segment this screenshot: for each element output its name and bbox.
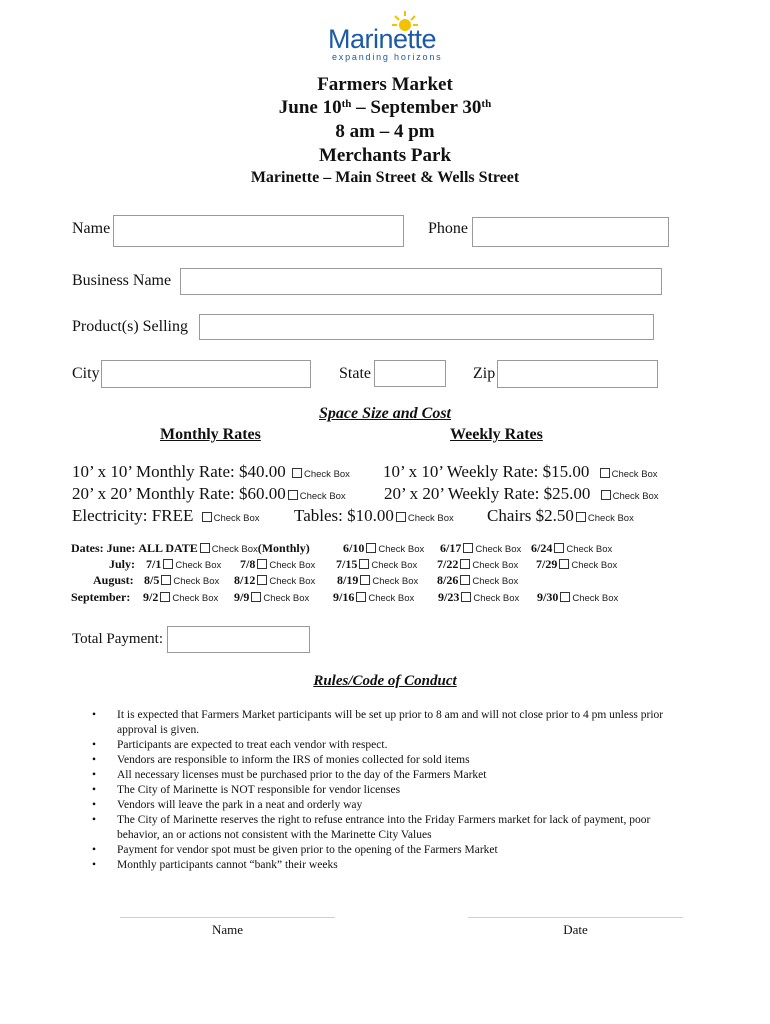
date-checkbox[interactable] bbox=[460, 575, 470, 585]
monthly-rates-title: Monthly Rates bbox=[160, 426, 261, 443]
electricity-checkbox[interactable] bbox=[202, 512, 212, 522]
market-location: Marinette – Main Street & Wells Street bbox=[250, 169, 520, 186]
date-checkbox[interactable] bbox=[257, 575, 267, 585]
date-option: 7/22 Check Box bbox=[437, 557, 519, 571]
date-checkbox[interactable] bbox=[163, 559, 173, 569]
state-label: State bbox=[339, 365, 371, 382]
phone-field[interactable] bbox=[472, 217, 669, 247]
total-payment-label: Total Payment: bbox=[72, 631, 164, 647]
monthly-20-option: 20’ x 20’ Monthly Rate: $60.00 Check Box bbox=[72, 484, 346, 503]
monthly-20-checkbox[interactable] bbox=[288, 490, 298, 500]
marinette-logo bbox=[322, 10, 447, 66]
monthly-10-option: 10’ x 10’ Monthly Rate: $40.00 Check Box bbox=[72, 462, 350, 481]
rule-item: • All necessary licenses must be purchased prior to the day of the Farmers Market bbox=[92, 769, 487, 781]
date-checkbox[interactable] bbox=[463, 543, 473, 553]
state-field[interactable] bbox=[374, 360, 446, 387]
name-field[interactable] bbox=[113, 215, 404, 247]
chairs-option: Chairs $2.50 Check Box bbox=[487, 506, 634, 525]
weekly-10-checkbox[interactable] bbox=[600, 468, 610, 478]
business-name-field[interactable] bbox=[180, 268, 662, 295]
date-checkbox[interactable] bbox=[560, 592, 570, 602]
date-option: 9/2 Check Box bbox=[143, 590, 219, 604]
rule-item: • It is expected that Farmers Market participants will be set up prior to 8 am and will not close prior to 4 pm unless prior approval is given. bbox=[92, 709, 664, 736]
date-option: 7/1 Check Box bbox=[146, 557, 222, 571]
weekly-20-checkbox[interactable] bbox=[601, 490, 611, 500]
weekly-20-option: 20’ x 20’ Weekly Rate: $25.00 Check Box bbox=[384, 484, 659, 503]
date-option: 7/29 Check Box bbox=[536, 557, 618, 571]
date-checkbox[interactable] bbox=[160, 592, 170, 602]
logo-tagline: expanding horizons bbox=[332, 52, 443, 62]
date-checkbox[interactable] bbox=[360, 575, 370, 585]
date-checkbox[interactable] bbox=[161, 575, 171, 585]
date-option: 6/24 Check Box bbox=[531, 541, 613, 555]
date-checkbox[interactable] bbox=[257, 559, 267, 569]
date-option: 8/5 Check Box bbox=[144, 573, 220, 587]
dates-row-june: Dates: June: ALL DATE Check Box(Monthly) bbox=[71, 541, 310, 555]
page-title: Farmers Market bbox=[317, 74, 453, 95]
rules-list bbox=[92, 708, 692, 873]
date-checkbox[interactable] bbox=[359, 559, 369, 569]
date-option: 8/26 Check Box bbox=[437, 573, 519, 587]
date-option: 8/12 Check Box bbox=[234, 573, 316, 587]
signature-date-label: Date bbox=[563, 922, 588, 937]
space-size-title: Space Size and Cost bbox=[318, 405, 451, 422]
date-option: 9/16 Check Box bbox=[333, 590, 415, 604]
city-field[interactable] bbox=[101, 360, 311, 388]
date-checkbox[interactable] bbox=[366, 543, 376, 553]
rule-item: • Vendors are responsible to inform the IRS of monies collected for sold items bbox=[92, 754, 470, 766]
electricity-option: Electricity: FREE Check Box bbox=[72, 506, 260, 525]
rule-item: • Participants are expected to treat each vendor with respect. bbox=[92, 739, 388, 751]
zip-label: Zip bbox=[473, 365, 496, 382]
rule-item: • The City of Marinette reserves the right to refuse entrance into the Friday Farmers market for lack of payment, poor behavior, an or actions not consistent with the Marinette City Values bbox=[92, 814, 651, 841]
monthly-10-checkbox[interactable] bbox=[292, 468, 302, 478]
city-label: City bbox=[72, 365, 100, 382]
rule-item: • Monthly participants cannot “bank” their weeks bbox=[92, 859, 338, 871]
phone-label: Phone bbox=[428, 220, 468, 237]
weekly-rates-title: Weekly Rates bbox=[450, 426, 543, 443]
chairs-checkbox[interactable] bbox=[576, 512, 586, 522]
logo-wordmark: Marinette bbox=[328, 24, 437, 54]
date-option: 9/30 Check Box bbox=[537, 590, 619, 604]
tables-option: Tables: $10.00 Check Box bbox=[294, 506, 454, 525]
dates-row-august-label: August: bbox=[93, 573, 134, 587]
weekly-10-option: 10’ x 10’ Weekly Rate: $15.00 Check Box bbox=[383, 462, 658, 481]
date-option: 7/15 Check Box bbox=[336, 557, 418, 571]
date-option: 9/9 Check Box bbox=[234, 590, 310, 604]
date-checkbox[interactable] bbox=[251, 592, 261, 602]
date-checkbox[interactable] bbox=[554, 543, 564, 553]
date-option: 9/23 Check Box bbox=[438, 590, 520, 604]
date-option: 6/10 Check Box bbox=[343, 541, 425, 555]
date-option: 7/8 Check Box bbox=[240, 557, 316, 571]
date-checkbox[interactable] bbox=[356, 592, 366, 602]
rules-title: Rules/Code of Conduct bbox=[313, 673, 457, 689]
rule-item: • Payment for vendor spot must be given prior to the opening of the Farmers Market bbox=[92, 844, 498, 856]
market-hours: 8 am – 4 pm bbox=[335, 121, 435, 142]
rule-item: • The City of Marinette is NOT responsible for vendor licenses bbox=[92, 784, 401, 796]
signature-name-line[interactable] bbox=[120, 917, 335, 918]
date-checkbox[interactable] bbox=[460, 559, 470, 569]
rule-item: • Vendors will leave the park in a neat and orderly way bbox=[92, 799, 363, 811]
signature-date-line[interactable] bbox=[468, 917, 683, 918]
all-date-checkbox[interactable] bbox=[200, 543, 210, 553]
products-label: Product(s) Selling bbox=[72, 318, 188, 335]
business-name-label: Business Name bbox=[72, 272, 172, 289]
total-payment-field[interactable] bbox=[167, 626, 310, 653]
date-option: 6/17 Check Box bbox=[440, 541, 522, 555]
dates-row-september-label: September: bbox=[71, 590, 131, 604]
tables-checkbox[interactable] bbox=[396, 512, 406, 522]
date-option: 8/19 Check Box bbox=[337, 573, 419, 587]
products-field[interactable] bbox=[199, 314, 654, 340]
dates-row-july-label: July: bbox=[109, 557, 136, 571]
market-dates: June 10th – September 30th bbox=[278, 97, 492, 118]
zip-field[interactable] bbox=[497, 360, 658, 388]
market-park: Merchants Park bbox=[318, 145, 452, 166]
name-label: Name bbox=[72, 220, 111, 237]
signature-name-label: Name bbox=[211, 922, 244, 937]
date-checkbox[interactable] bbox=[461, 592, 471, 602]
date-checkbox[interactable] bbox=[559, 559, 569, 569]
